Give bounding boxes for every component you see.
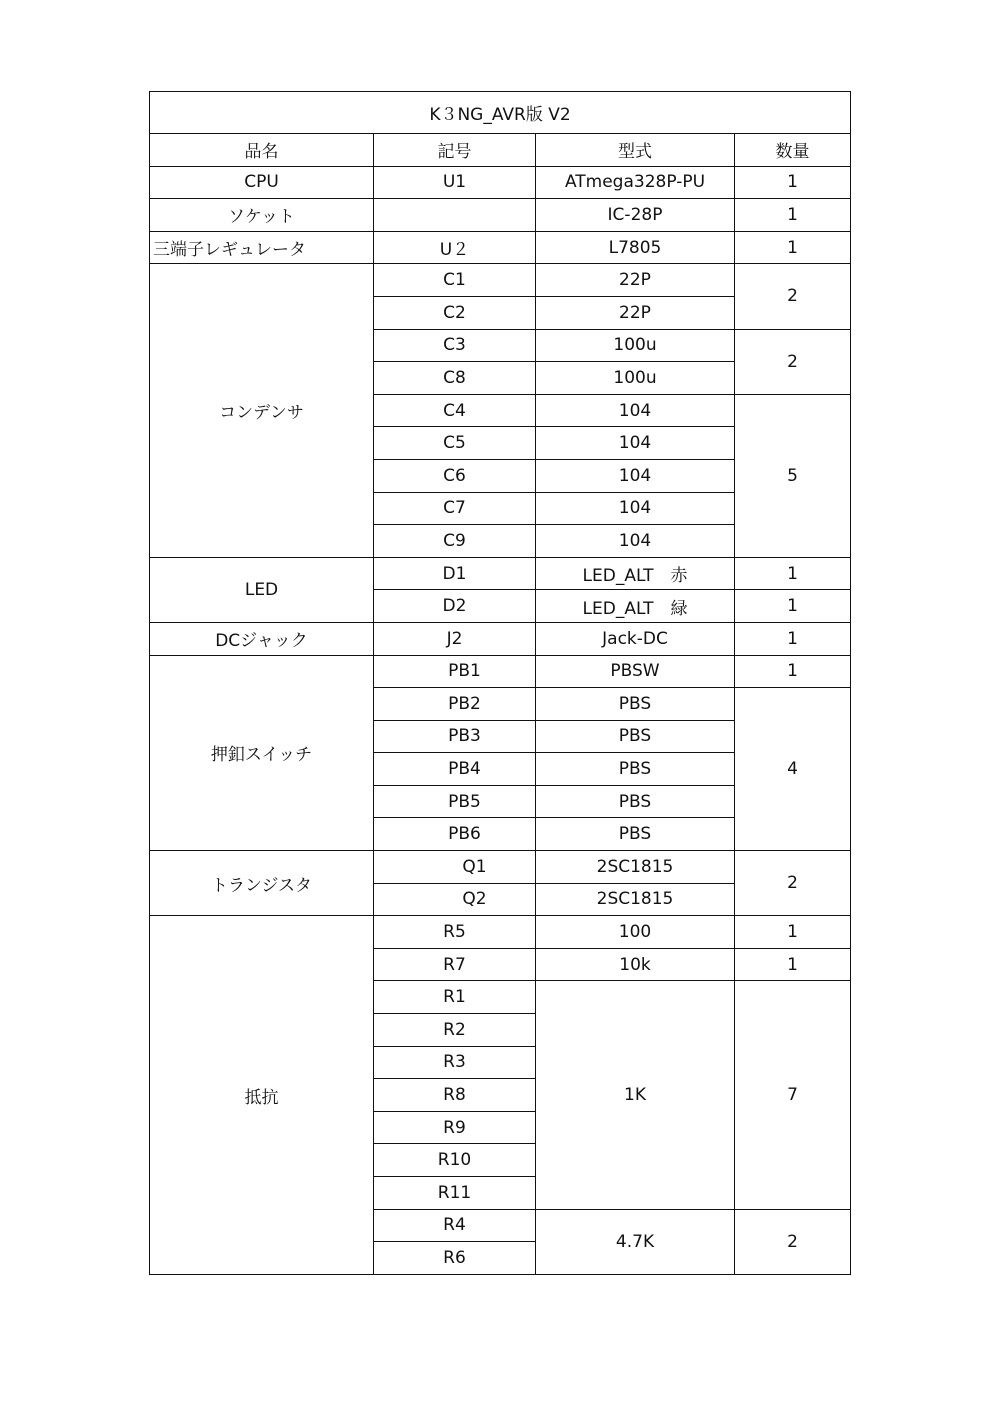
part-model: PBSW xyxy=(536,655,735,688)
part-model: 22P xyxy=(536,296,735,329)
part-model: PBS xyxy=(536,753,735,786)
part-model: 1K xyxy=(536,981,735,1209)
part-ref: R7 xyxy=(374,948,536,981)
part-qty: 5 xyxy=(735,394,851,557)
part-model: L7805 xyxy=(536,231,735,264)
part-ref: R10 xyxy=(374,1144,536,1177)
part-ref: PB6 xyxy=(374,818,536,851)
part-qty: 7 xyxy=(735,981,851,1209)
part-model: PBS xyxy=(536,688,735,721)
part-model: 100u xyxy=(536,362,735,395)
part-qty: 1 xyxy=(735,655,851,688)
part-name-transistor: トランジスタ xyxy=(150,851,374,916)
part-model: 10k xyxy=(536,948,735,981)
part-qty: 2 xyxy=(735,329,851,394)
part-qty: 1 xyxy=(735,199,851,232)
part-ref: R1 xyxy=(374,981,536,1014)
part-model: 104 xyxy=(536,525,735,558)
part-qty: 1 xyxy=(735,622,851,655)
part-model: 104 xyxy=(536,394,735,427)
part-ref: PB4 xyxy=(374,753,536,786)
part-model: Jack-DC xyxy=(536,622,735,655)
part-name: CPU xyxy=(150,166,374,199)
part-name-dcjack: DCジャック xyxy=(150,622,374,655)
part-model: 104 xyxy=(536,427,735,460)
header-ref: 記号 xyxy=(374,134,536,167)
part-ref: C9 xyxy=(374,525,536,558)
header-row xyxy=(150,134,851,167)
part-qty: 1 xyxy=(735,948,851,981)
part-model: 2SC1815 xyxy=(536,851,735,884)
part-model: PBS xyxy=(536,818,735,851)
part-ref: C3 xyxy=(374,329,536,362)
part-model: 104 xyxy=(536,459,735,492)
part-ref: R11 xyxy=(374,1177,536,1210)
part-model: LED_ALT 緑 xyxy=(536,590,735,623)
part-ref: Q2 xyxy=(374,883,536,916)
part-ref: PB2 xyxy=(374,688,536,721)
table-row xyxy=(150,166,851,199)
part-ref: R6 xyxy=(374,1242,536,1275)
part-ref: J2 xyxy=(374,622,536,655)
part-model: PBS xyxy=(536,720,735,753)
part-ref: U２ xyxy=(374,231,536,264)
part-model: 4.7K xyxy=(536,1209,735,1274)
table-row xyxy=(150,916,851,949)
title-row xyxy=(150,92,851,134)
part-ref: C4 xyxy=(374,394,536,427)
part-model: PBS xyxy=(536,785,735,818)
part-ref: R9 xyxy=(374,1111,536,1144)
table-row xyxy=(150,622,851,655)
part-ref: PB3 xyxy=(374,720,536,753)
part-model: 2SC1815 xyxy=(536,883,735,916)
part-model: 100u xyxy=(536,329,735,362)
part-ref: D1 xyxy=(374,557,536,590)
part-ref: C5 xyxy=(374,427,536,460)
part-ref: R3 xyxy=(374,1046,536,1079)
part-ref: C8 xyxy=(374,362,536,395)
part-model: 100 xyxy=(536,916,735,949)
table-row xyxy=(150,231,851,264)
part-model: LED_ALT 赤 xyxy=(536,557,735,590)
header-qty: 数量 xyxy=(735,134,851,167)
part-qty: 1 xyxy=(735,916,851,949)
part-name-resistor: 抵抗 xyxy=(150,916,374,1275)
header-model: 型式 xyxy=(536,134,735,167)
part-ref: R4 xyxy=(374,1209,536,1242)
part-ref: C6 xyxy=(374,459,536,492)
part-name-switch: 押釦スイッチ xyxy=(150,655,374,851)
part-ref: C1 xyxy=(374,264,536,297)
part-ref: Q1 xyxy=(374,851,536,884)
part-ref: R2 xyxy=(374,1014,536,1047)
part-qty: 4 xyxy=(735,688,851,851)
part-ref: PB5 xyxy=(374,785,536,818)
part-ref: R5 xyxy=(374,916,536,949)
part-model: 22P xyxy=(536,264,735,297)
part-model: 104 xyxy=(536,492,735,525)
table-row xyxy=(150,264,851,297)
part-ref: PB1 xyxy=(374,655,536,688)
parts-list-table xyxy=(149,91,851,1275)
part-qty: 1 xyxy=(735,590,851,623)
table-row xyxy=(150,557,851,590)
part-name-capacitor: コンデンサ xyxy=(150,264,374,557)
part-ref: R8 xyxy=(374,1079,536,1112)
part-ref: U1 xyxy=(374,166,536,199)
part-name: 三端子レギュレータ xyxy=(150,231,374,264)
part-qty: 2 xyxy=(735,1209,851,1274)
part-ref: C7 xyxy=(374,492,536,525)
part-qty: 1 xyxy=(735,166,851,199)
part-model: ATmega328P-PU xyxy=(536,166,735,199)
table-row xyxy=(150,199,851,232)
table-title: K３NG_AVR版 V2 xyxy=(150,92,851,134)
header-name: 品名 xyxy=(150,134,374,167)
part-name-led: LED xyxy=(150,557,374,622)
part-qty: 2 xyxy=(735,264,851,329)
part-name: ソケット xyxy=(150,199,374,232)
part-ref: D2 xyxy=(374,590,536,623)
part-qty: 1 xyxy=(735,557,851,590)
part-ref: C2 xyxy=(374,296,536,329)
table-row xyxy=(150,851,851,884)
part-qty: 2 xyxy=(735,851,851,916)
part-model: IC-28P xyxy=(536,199,735,232)
part-ref xyxy=(374,199,536,232)
table-row xyxy=(150,655,851,688)
part-qty: 1 xyxy=(735,231,851,264)
